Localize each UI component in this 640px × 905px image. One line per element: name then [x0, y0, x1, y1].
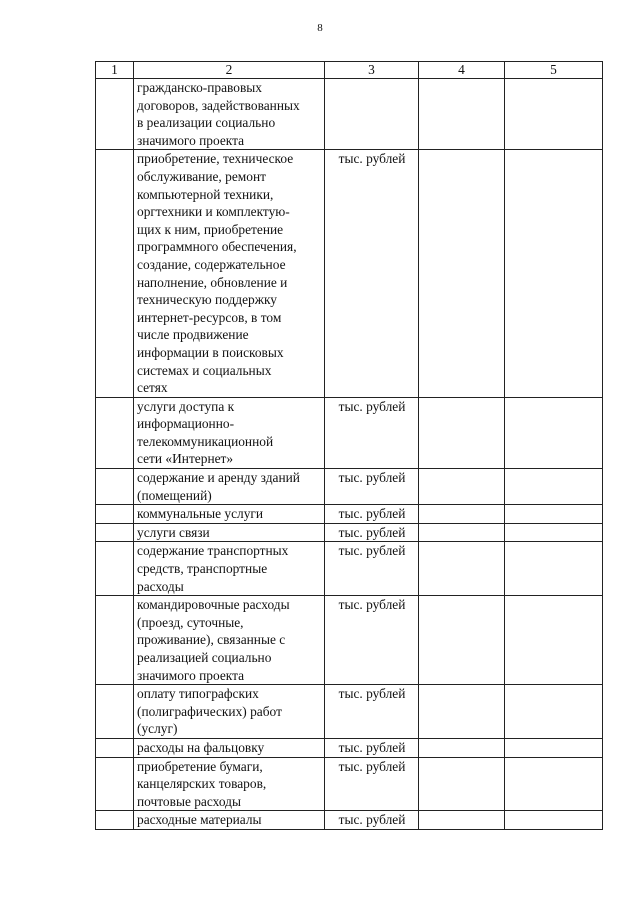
cell-unit: тыс. рублей: [325, 811, 419, 830]
table-row: [96, 505, 603, 524]
cell-expense-item: услуги доступа к информационно- телекоммуникационной сети «Интернет»: [134, 397, 325, 468]
cell-unit: тыс. рублей: [325, 596, 419, 685]
header-col-1: 1: [96, 62, 134, 79]
cell-unit: тыс. рублей: [325, 738, 419, 757]
cell-number: [96, 523, 134, 542]
cell-unit: тыс. рублей: [325, 542, 419, 596]
cell-number: [96, 150, 134, 397]
cell-value-4: [419, 505, 505, 524]
cell-number: [96, 596, 134, 685]
cell-number: [96, 397, 134, 468]
cell-number: [96, 685, 134, 739]
table-header-row: [96, 62, 603, 79]
cell-expense-item: расходные материалы: [134, 811, 325, 830]
cell-value-4: [419, 738, 505, 757]
table-row: [96, 150, 603, 397]
cell-value-5: [505, 596, 603, 685]
cell-value-4: [419, 811, 505, 830]
header-col-4: 4: [419, 62, 505, 79]
cell-unit: тыс. рублей: [325, 150, 419, 397]
cell-unit: тыс. рублей: [325, 505, 419, 524]
page-number: 8: [317, 22, 323, 34]
cell-value-5: [505, 757, 603, 811]
cell-number: [96, 542, 134, 596]
cell-value-4: [419, 542, 505, 596]
cell-value-5: [505, 542, 603, 596]
cell-unit: тыс. рублей: [325, 469, 419, 505]
cell-expense-item: услуги связи: [134, 523, 325, 542]
cell-value-4: [419, 596, 505, 685]
cell-value-5: [505, 505, 603, 524]
cell-number: [96, 505, 134, 524]
cell-expense-item: расходы на фальцовку: [134, 738, 325, 757]
header-col-5: 5: [505, 62, 603, 79]
cell-value-4: [419, 523, 505, 542]
cell-value-5: [505, 523, 603, 542]
cell-expense-item: приобретение, техническое обслуживание, ремонт компьютерной техники, оргтехники и комплектую- щих к ним, приобретение программного обеспечения, создание, содержательное наполнение, обновление и техническую поддержку интернет-ресурсов, в том числе продвижение информации в поисковых системах и социальных сетях: [134, 150, 325, 397]
cell-value-4: [419, 79, 505, 150]
table-row: [96, 79, 603, 150]
cell-value-4: [419, 685, 505, 739]
cell-expense-item: оплату типографских (полиграфических) работ (услуг): [134, 685, 325, 739]
table-row: [96, 523, 603, 542]
table-row: [96, 811, 603, 830]
table-row: [96, 397, 603, 468]
cell-value-5: [505, 811, 603, 830]
cell-unit: тыс. рублей: [325, 757, 419, 811]
cell-expense-item: приобретение бумаги, канцелярских товаров, почтовые расходы: [134, 757, 325, 811]
header-col-2: 2: [134, 62, 325, 79]
cell-value-4: [419, 469, 505, 505]
cell-unit: тыс. рублей: [325, 685, 419, 739]
cell-expense-item: содержание и аренду зданий (помещений): [134, 469, 325, 505]
expenses-table: [95, 61, 603, 830]
cell-value-5: [505, 469, 603, 505]
table-body: [96, 79, 603, 830]
table-row: [96, 596, 603, 685]
cell-value-4: [419, 757, 505, 811]
cell-value-4: [419, 397, 505, 468]
cell-expense-item: гражданско-правовых договоров, задействованных в реализации социально значимого проекта: [134, 79, 325, 150]
table-row: [96, 469, 603, 505]
cell-unit: тыс. рублей: [325, 523, 419, 542]
cell-expense-item: коммунальные услуги: [134, 505, 325, 524]
cell-number: [96, 469, 134, 505]
cell-unit: тыс. рублей: [325, 397, 419, 468]
cell-number: [96, 738, 134, 757]
table-row: [96, 685, 603, 739]
cell-value-4: [419, 150, 505, 397]
cell-number: [96, 757, 134, 811]
cell-expense-item: содержание транспортных средств, транспортные расходы: [134, 542, 325, 596]
table-row: [96, 757, 603, 811]
cell-value-5: [505, 397, 603, 468]
cell-value-5: [505, 79, 603, 150]
table-row: [96, 738, 603, 757]
cell-value-5: [505, 738, 603, 757]
cell-number: [96, 79, 134, 150]
table-row: [96, 542, 603, 596]
cell-unit: [325, 79, 419, 150]
cell-value-5: [505, 150, 603, 397]
cell-number: [96, 811, 134, 830]
cell-expense-item: командировочные расходы (проезд, суточные, проживание), связанные с реализацией социально значимого проекта: [134, 596, 325, 685]
header-col-3: 3: [325, 62, 419, 79]
cell-value-5: [505, 685, 603, 739]
